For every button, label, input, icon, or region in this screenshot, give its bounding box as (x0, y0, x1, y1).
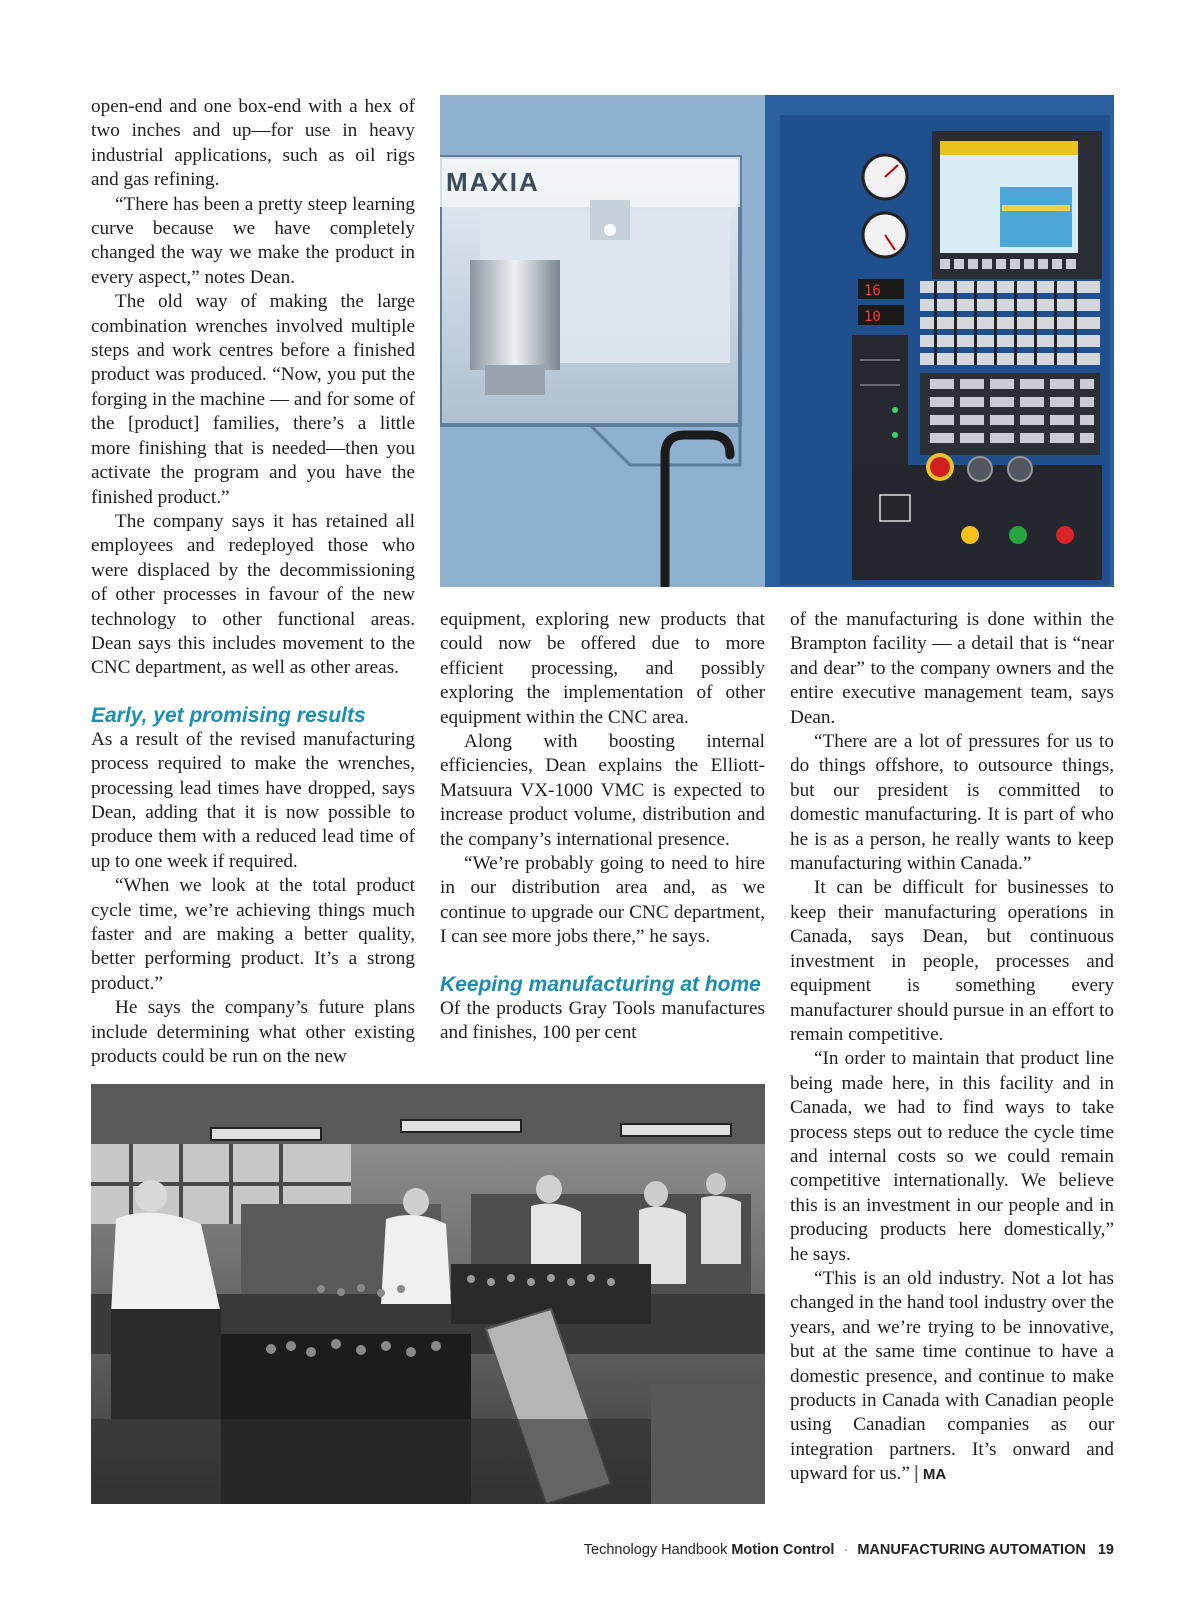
end-signature: MA (922, 1466, 947, 1484)
article-column-2 (440, 608, 765, 1046)
paragraph: “We’re probably going to need to hire in our distribution area and, as we continue to upgrade our CNC department, I can see more jobs there,” he says. (440, 853, 765, 948)
article-column-1 (91, 95, 415, 1069)
footer-separator: · (843, 1542, 849, 1558)
paragraph: “In order to maintain that product line being made here, in this facility and in Canada, we had to find ways to take process steps out to reduce the cycle time and internal costs so we could remain competitive internationally. We believe this is an investment in our people and in producing products here domestically,” he says. (790, 1048, 1114, 1265)
photo-cnc-machine (440, 95, 1114, 587)
paragraph: It can be difficult for businesses to keep their manufacturing operations in Canada, says Dean, but continuous investment in people, processes and equipment is something every manufacturer should pursue in an effort to remain competitive. (790, 877, 1114, 1045)
photo-historic-workshop (91, 1084, 765, 1504)
paragraph-final (790, 1267, 1114, 1488)
paragraph: Of the products Gray Tools manufactures and finishes, 100 per cent (440, 997, 765, 1044)
page-number: 19 (1097, 1542, 1114, 1558)
article-column-3 (790, 608, 1114, 1488)
footer-section: Motion Control (731, 1542, 835, 1558)
paragraph: He says the company’s future plans include determining what other existing products could be run on the new (91, 997, 415, 1068)
paragraph: As a result of the revised manufacturing process required to make the wrenches, processing lead times have dropped, says Dean, adding that it is now possible to produce them with a reduced lead time of up to one week if required. (91, 728, 415, 872)
paragraph: “There has been a pretty steep learning curve because we have completely changed the way we make the product in every aspect,” notes Dean. (91, 193, 415, 288)
section-heading-keeping-manufacturing: Keeping manufacturing at home (440, 972, 761, 996)
paragraph: of the manufacturing is done within the Brampton facility — a detail that is “near and dear” to the company owners and the entire executive management team, says Dean. (790, 609, 1114, 728)
paragraph: equipment, exploring new products that could now be offered due to more efficient processing, and possibly exploring the implementation of other equipment within the CNC area. (440, 609, 765, 728)
end-mark-divider: | (913, 1463, 919, 1485)
page-footer (584, 1542, 1114, 1558)
paragraph: The company says it has retained all employees and redeployed those who were displaced by the decommissioning of other processes in favour of the new technology to other functional areas. Dean says this includes movement to the CNC department, as well as other areas. (91, 510, 415, 679)
paragraph: “There are a lot of pressures for us to do things offshore, to outsource things, but our president is committed to domestic manufacturing. It is part of who he is as a person, he really wants to keep manufacturing within Canada.” (790, 731, 1114, 875)
footer-label: Technology Handbook (583, 1542, 728, 1558)
paragraph: The old way of making the large combination wrenches involved multiple steps and work centres before a finished product was produced. “Now, you put the forging in the machine — and for some of the [product] families, there’s a little more finishing that is needed—then you activate the program and you have the finished product.” (91, 291, 415, 508)
led-readout-2: 10 (864, 309, 881, 325)
led-readout-1: 16 (864, 283, 881, 299)
paragraph: Along with boosting internal efficiencies, Dean explains the Elliott-Matsuura VX-1000 VMC is expected to increase product volume, distribution and the company’s international presence. (440, 731, 765, 850)
paragraph: “When we look at the total product cycle time, we’re achieving things much faster and are making a better quality, better performing product. It’s a strong product.” (91, 875, 415, 994)
footer-magazine-title: MANUFACTURING AUTOMATION (857, 1542, 1086, 1558)
final-paragraph-text: “This is an old industry. Not a lot has changed in the hand tool industry over the years, and we’re trying to be innovative, but at the same time continue to have a domestic presence, and continue to make products in Canada with Canadian people using Canadian companies as our integration partners. It’s onward and upward for us.” (790, 1267, 1114, 1485)
machine-brand-label: MAXIA (446, 167, 540, 197)
paragraph: open-end and one box-end with a hex of two inches and up—for use in heavy industrial applications, such as oil rigs and gas refining. (91, 96, 415, 191)
section-heading-early-results: Early, yet promising results (91, 703, 366, 727)
